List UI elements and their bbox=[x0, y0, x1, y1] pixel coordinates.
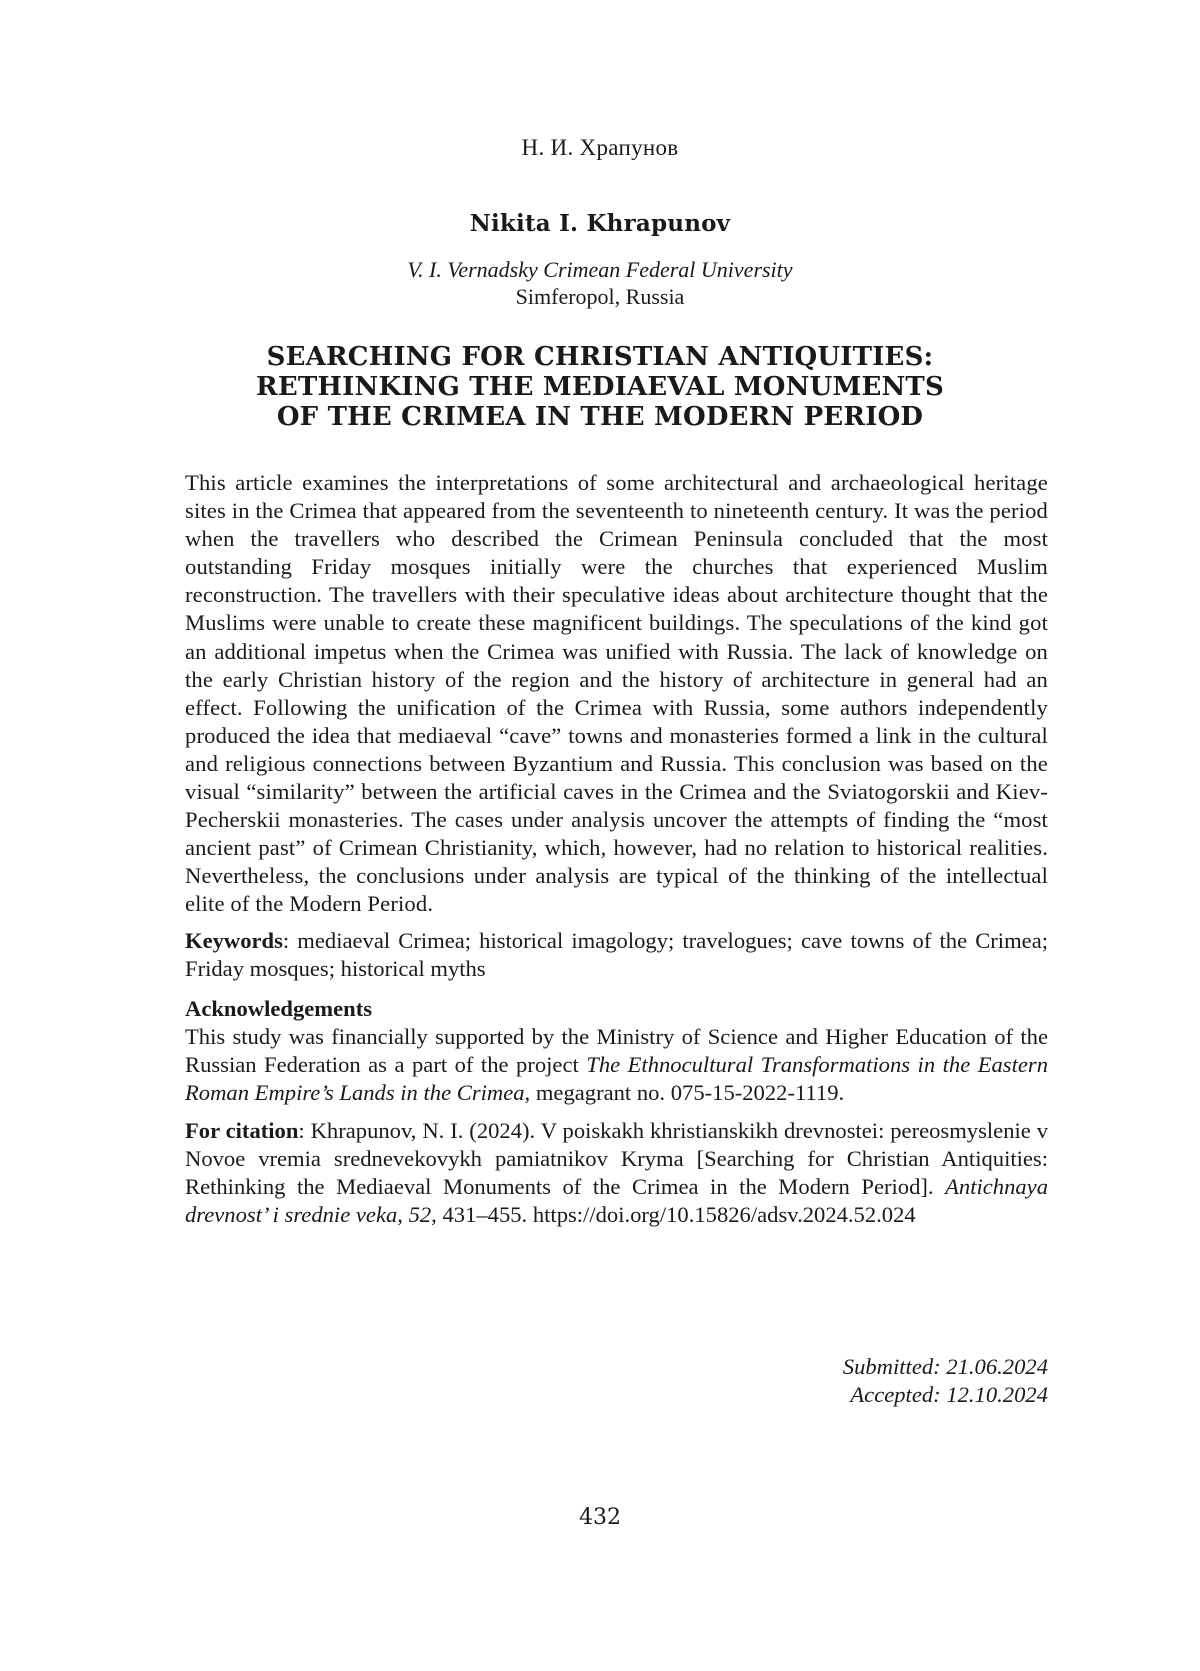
author-location: Simferopol, Russia bbox=[515, 284, 685, 309]
author-name: Nikita I. Khrapunov bbox=[469, 210, 731, 237]
accepted-date: Accepted: 12.10.2024 bbox=[850, 1382, 1048, 1407]
title-line: SEARCHING FOR CHRISTIAN ANTIQUITIES: bbox=[266, 342, 934, 372]
grant-number: , megagrant no. 075-15-2022-1119. bbox=[524, 1079, 845, 1105]
journal-title: Antichnaya drevnost’ i srednie veka bbox=[185, 1174, 1048, 1228]
article-front-matter bbox=[185, 469, 1048, 1229]
citation-separator: , bbox=[397, 1202, 409, 1228]
acknowledgements-body bbox=[185, 1023, 1048, 1107]
citation-label: For citation bbox=[185, 1118, 299, 1144]
project-title: The Ethnocultural Transformations in the Eastern Roman Empire’s Lands in the Crimea bbox=[185, 1051, 1048, 1105]
page-number: 432 bbox=[579, 1505, 621, 1530]
acknowledgements-heading: Acknowledgements bbox=[185, 995, 373, 1021]
abstract: This article examines the interpretations of some architectural and archaeological heritage sites in the Crimea that appeared from the seventeenth to nineteenth century. It was the period when the travellers who described the Crimean Peninsula concluded that the most outstanding Friday mosques initially were the churches that experienced Muslim reconstruction. The travellers with their speculative ideas about architecture thought that the Muslims were unable to create these magnificent buildings. The speculations of the kind got an additional impetus when the Crimea was unified with Russia. The lack of knowledge on the early Christian history of the region and the history of architecture in general had an effect. Following the unification of the Crimea with Russia, some authors independently produced the idea that mediaeval “cave” towns and monasteries formed a link in the cultural and religious connections between Byzantium and Russia. This conclusion was based on the visual “similarity” between the artificial caves in the Crimea and the Sviatogorskii and Kiev-Pecherskii monasteries. The cases under analysis uncover the attempts of finding the “most ancient past” of Crimean Christianity, which, however, had no relation to historical realities. Nevertheless, the conclusions under analysis are typical of the thinking of the intellectual elite of the Modern Period. bbox=[185, 470, 1048, 917]
title-line: RETHINKING THE MEDIAEVAL MONUMENTS bbox=[256, 372, 944, 402]
article-dates bbox=[843, 1353, 1048, 1409]
acknowledgements-text: This study was financially supported by the Ministry of Science and Higher Education of the Russian Federation as a part of the project bbox=[185, 1023, 1048, 1077]
submitted-date: Submitted: 21.06.2024 bbox=[842, 1354, 1048, 1379]
title-line: OF THE CRIMEA IN THE MODERN PERIOD bbox=[276, 402, 924, 432]
keywords-text: : mediaeval Crimea; historical imagology; travelogues; cave towns of the Crimea; Friday mosques; historical myths bbox=[185, 927, 1048, 981]
keywords bbox=[185, 927, 1048, 983]
citation-text: : Khrapunov, N. I. (2024). V poiskakh khristianskikh drevnostei: pereosmyslenie v Novoe vremia srednevekovykh pamiatnikov Kryma [Searching for Christian Antiquities: Rethinking the Mediaeval Monuments of the Crimea in the Modern Period]. bbox=[185, 1118, 1048, 1200]
running-header: Н. И. Храпунов bbox=[521, 135, 679, 160]
keywords-label: Keywords bbox=[185, 927, 283, 953]
citation-pages-doi: , 431–455. https://doi.org/10.15826/adsv.2024.52.024 bbox=[431, 1202, 916, 1228]
article-title bbox=[0, 342, 1200, 432]
journal-volume: 52 bbox=[408, 1202, 432, 1228]
citation bbox=[185, 1117, 1048, 1229]
author-affiliation: V. I. Vernadsky Crimean Federal University bbox=[407, 257, 793, 282]
